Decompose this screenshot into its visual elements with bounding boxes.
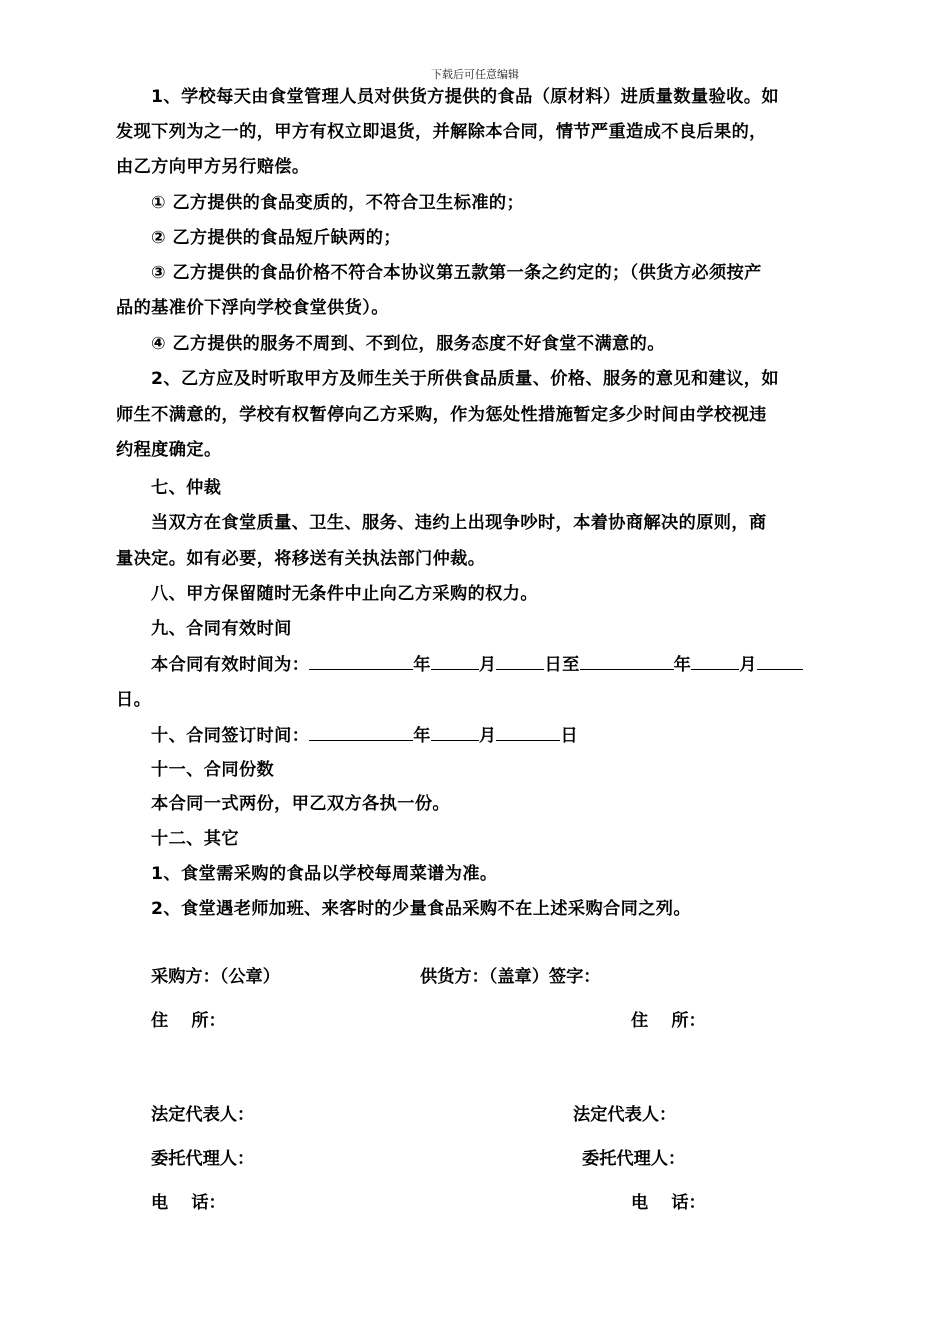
header-note: 下载后可任意编辑 bbox=[431, 68, 519, 81]
year-label-2: 年 bbox=[673, 655, 692, 675]
section8-title: 八、甲方保留随时无条件中止向乙方采购的权力。 bbox=[151, 584, 538, 604]
section12-title: 十二、其它 bbox=[151, 829, 239, 849]
item2-line1: 2、乙方应及时听取甲方及师生关于所供食品质量、价格、服务的意见和建议，如 bbox=[151, 369, 779, 389]
item2-line2: 师生不满意的，学校有权暂停向乙方采购，作为惩处性措施暂定多少时间由学校视违 bbox=[116, 405, 767, 425]
signing-prefix: 十、合同签订时间： bbox=[151, 726, 310, 746]
section9-title: 九、合同有效时间 bbox=[151, 619, 292, 639]
signing-date-line bbox=[151, 724, 836, 747]
start-day-blank[interactable] bbox=[496, 653, 544, 670]
item1-line1: 1、学校每天由食堂管理人员对供货方提供的食品（原材料）进质量数量验收。如 bbox=[151, 87, 779, 107]
section11-body: 本合同一式两份，甲乙双方各执一份。 bbox=[151, 794, 450, 814]
start-year-blank[interactable] bbox=[309, 653, 413, 670]
signing-day-blank[interactable] bbox=[496, 724, 560, 741]
section7-body-line1: 当双方在食堂质量、卫生、服务、违约上出现争吵时，本着协商解决的原则，商 bbox=[151, 513, 767, 533]
signing-day-label: 日 bbox=[560, 726, 579, 746]
buyer-legal-rep-label: 法定代表人： bbox=[151, 1105, 255, 1125]
end-day-blank[interactable] bbox=[757, 653, 803, 670]
section7-title: 七、仲裁 bbox=[151, 478, 222, 498]
month-label-1: 月 bbox=[478, 655, 497, 675]
sub-item-1: ① 乙方提供的食品变质的，不符合卫生标准的； bbox=[151, 193, 525, 213]
end-month-blank[interactable] bbox=[691, 653, 739, 670]
sub-item-2: ② 乙方提供的食品短斤缺两的； bbox=[151, 228, 401, 248]
section11-title: 十一、合同份数 bbox=[151, 760, 275, 780]
supplier-seal-label: 供货方：（盖章）签字： bbox=[420, 967, 601, 987]
year-label-1: 年 bbox=[413, 655, 431, 675]
item2-line3: 约程度确定。 bbox=[116, 440, 222, 460]
sub-item-4: ④ 乙方提供的服务不周到、不到位，服务态度不好食堂不满意的。 bbox=[151, 334, 665, 354]
section7-body-line2: 量决定。如有必要，将移送有关执法部门仲裁。 bbox=[116, 549, 486, 569]
signing-year-blank[interactable] bbox=[309, 724, 413, 741]
supplier-address-label: 住 所： bbox=[631, 1011, 706, 1031]
sub-item-3-line1: ③ 乙方提供的食品价格不符合本协议第五款第一条之约定的；（供货方必须按产 bbox=[151, 263, 762, 283]
signing-year-label: 年 bbox=[413, 726, 431, 746]
buyer-agent-label: 委托代理人： bbox=[151, 1149, 255, 1169]
day-to-label: 日至 bbox=[544, 655, 580, 675]
supplier-agent-label: 委托代理人： bbox=[582, 1149, 686, 1169]
item1-line3: 由乙方向甲方另行赔偿。 bbox=[116, 157, 310, 177]
signing-month-label: 月 bbox=[478, 726, 497, 746]
section12-item2: 2、食堂遇老师加班、来客时的少量食品采购不在上述采购合同之列。 bbox=[151, 899, 691, 919]
buyer-seal-label: 采购方：（公章） bbox=[151, 967, 280, 987]
validity-end: 日。 bbox=[116, 690, 152, 710]
supplier-legal-rep-label: 法定代表人： bbox=[573, 1105, 677, 1125]
item1-line2: 发现下列为之一的，甲方有权立即退货，并解除本合同，情节严重造成不良后果的， bbox=[116, 122, 767, 142]
supplier-phone-label: 电 话： bbox=[631, 1193, 706, 1213]
buyer-address-label: 住 所： bbox=[151, 1011, 226, 1031]
validity-period-line bbox=[151, 653, 836, 676]
validity-prefix: 本合同有效时间为： bbox=[151, 655, 310, 675]
signing-month-blank[interactable] bbox=[431, 724, 479, 741]
start-month-blank[interactable] bbox=[431, 653, 479, 670]
section12-item1: 1、食堂需采购的食品以学校每周菜谱为准。 bbox=[151, 864, 498, 884]
month-label-2: 月 bbox=[739, 655, 757, 675]
end-year-blank[interactable] bbox=[580, 653, 674, 670]
buyer-phone-label: 电 话： bbox=[151, 1193, 226, 1213]
sub-item-3-line2: 品的基准价下浮向学校食堂供货）。 bbox=[116, 298, 389, 318]
